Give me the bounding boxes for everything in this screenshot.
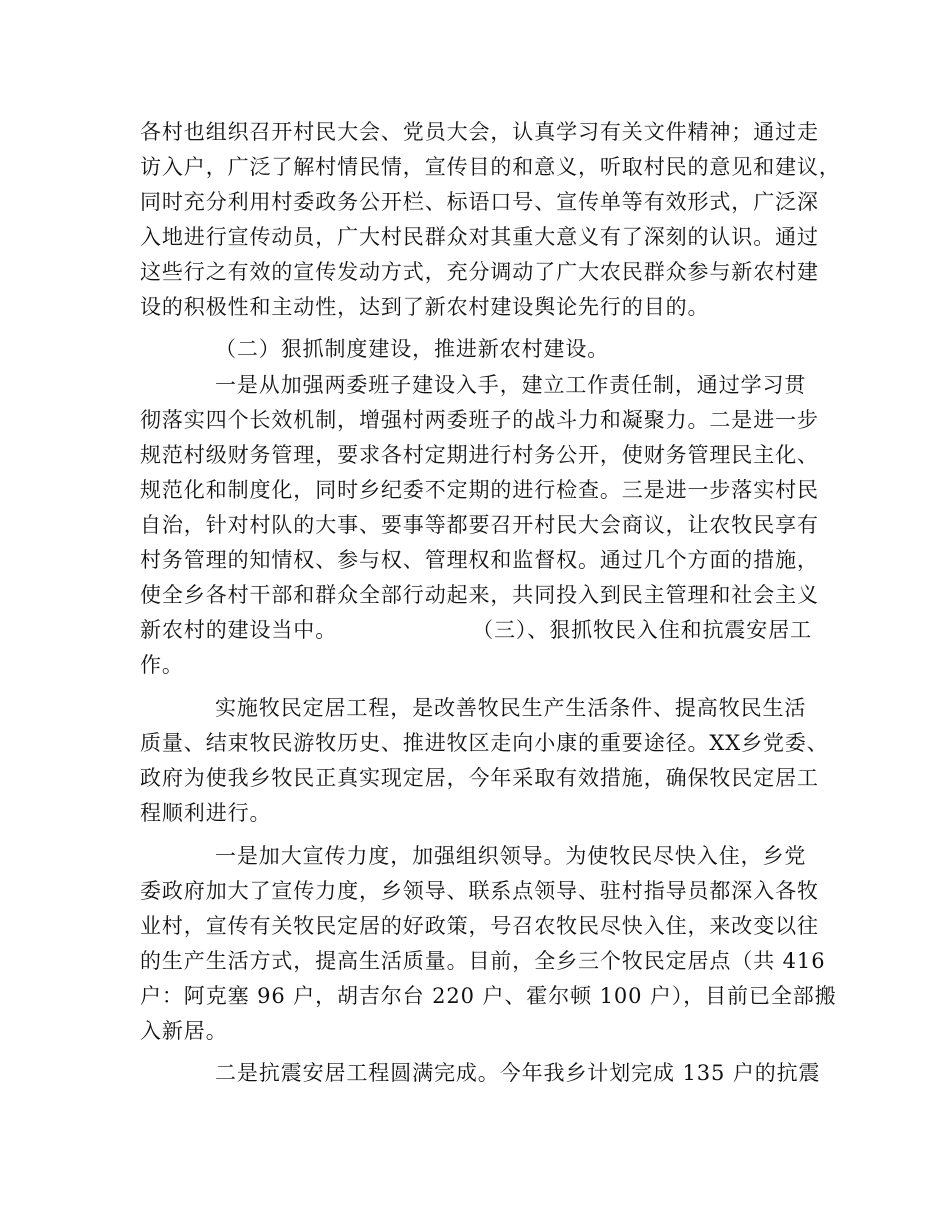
paragraph-line: 一是加大宣传力度，加强组织领导。为使牧民尽快入住，乡党 xyxy=(215,844,807,868)
paragraph-line: 同时充分利用村委政务公开栏、标语口号、宣传单等有效形式，广泛深 xyxy=(140,190,819,214)
paragraph-line: 政府为使我乡牧民正真实现定居，今年采取有效措施，确保牧民定居工 xyxy=(140,766,819,790)
section-heading: （三）、狠抓牧民入住和抗震安居工 xyxy=(472,618,812,642)
paragraph-line: 规范化和制度化，同时乡纪委不定期的进行检查。三是进一步落实村民 xyxy=(140,478,819,502)
paragraph-line: 业村，宣传有关牧民定居的好政策，号召农牧民尽快入住，来改变以往 xyxy=(140,914,819,938)
paragraph-line: 实施牧民定居工程，是改善牧民生产生活条件、提高牧民生活 xyxy=(215,696,807,720)
paragraph-line: 二是抗震安居工程圆满完成。今年我乡计划完成 135 户的抗震 xyxy=(215,1061,821,1085)
paragraph-line: 规范村级财务管理，要求各村定期进行村务公开，使财务管理民主化、 xyxy=(140,443,819,467)
paragraph-line: 入新居。 xyxy=(140,1019,228,1043)
paragraph-line: 程顺利进行。 xyxy=(140,801,272,825)
paragraph-line: 使全乡各村干部和群众全部行动起来，共同投入到民主管理和社会主义 xyxy=(140,583,819,607)
paragraph-line: 质量、结束牧民游牧历史、推进牧区走向小康的重要途径。XX乡党委、 xyxy=(140,731,829,755)
paragraph-line: 新农村的建设当中。 xyxy=(140,618,338,642)
section-heading: （二）狠抓制度建设，推进新农村建设。 xyxy=(215,337,610,361)
paragraph-line: 一是从加强两委班子建设入手，建立工作责任制，通过学习贯 xyxy=(215,373,807,397)
paragraph-line: 这些行之有效的宣传发动方式，充分调动了广大农民群众参与新农村建 xyxy=(140,260,819,284)
paragraph-line: 各村也组织召开村民大会、党员大会，认真学习有关文件精神；通过走 xyxy=(140,120,819,144)
paragraph-line: 委政府加大了宣传力度，乡领导、联系点领导、驻村指导员都深入各牧 xyxy=(140,879,819,903)
paragraph-line: 访入户，广泛了解村情民情，宣传目的和意义，听取村民的意见和建议， xyxy=(140,155,841,179)
paragraph-line: 的生产生活方式，提高生活质量。目前，全乡三个牧民定居点（共 416 xyxy=(140,949,826,973)
paragraph-line-with-heading xyxy=(140,615,812,645)
paragraph-line: 彻落实四个长效机制，增强村两委班子的战斗力和凝聚力。二是进一步 xyxy=(140,408,819,432)
paragraph-line: 村务管理的知情权、参与权、管理权和监督权。通过几个方面的措施， xyxy=(140,548,819,572)
paragraph-line: 户：阿克塞 96 户，胡吉尔台 220 户、霍尔顿 100 户），目前已全部搬 xyxy=(140,984,837,1008)
paragraph-line: 设的积极性和主动性，达到了新农村建设舆论先行的目的。 xyxy=(140,295,710,319)
section-heading-continuation: 作。 xyxy=(140,653,184,677)
paragraph-line: 自治，针对村队的大事、要事等都要召开村民大会商议，让农牧民享有 xyxy=(140,513,819,537)
paragraph-line: 入地进行宣传动员，广大村民群众对其重大意义有了深刻的认识。通过 xyxy=(140,225,819,249)
